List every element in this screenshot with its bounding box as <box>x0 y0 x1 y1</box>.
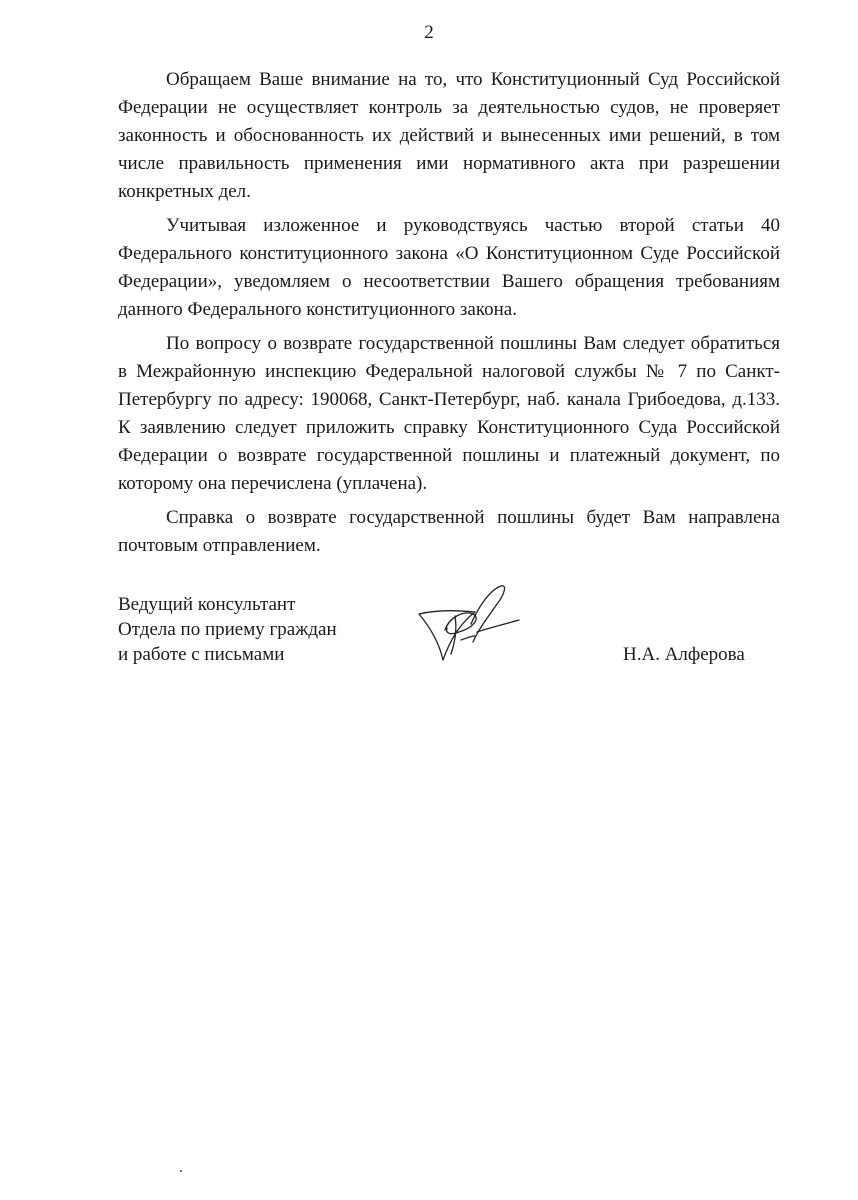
page-number: 2 <box>424 22 434 43</box>
position-line: и работе с письмами <box>118 644 285 665</box>
paragraph-fee-refund-instructions: По вопросу о возврате государственной пошлины Вам следует обратиться в Межрайонную инспекцию Федеральной налоговой службы № 7 по Санкт-Петербургу по адресу: 190068, Санкт-Петербург, наб. канала Грибоедова, д.133. К заявлению следует приложить справку Конституционного Суда Российской Федерации о возврате государственной пошлины и платежный документ, по которому она перечислена (уплачена). <box>118 333 780 494</box>
signatory-position <box>118 592 337 667</box>
handwritten-signature <box>415 580 525 670</box>
signer-name: Н.А. Алферова <box>623 644 745 665</box>
letter-body <box>118 66 780 566</box>
paragraph-refund-certificate: Справка о возврате государственной пошлины будет Вам направлена почтовым отправлением. <box>118 507 780 556</box>
scan-speck <box>180 1170 182 1172</box>
paragraph-non-compliance-notice: Учитывая изложенное и руководствуясь частью второй статьи 40 Федерального конституционного закона «О Конституционном Суде Российской Федерации», уведомляем о несоответствии Вашего обращения требованиям данного Федерального конституционного закона. <box>118 215 780 320</box>
paragraph-court-jurisdiction: Обращаем Ваше внимание на то, что Конституционный Суд Российской Федерации не осуществляет контроль за деятельностью судов, не проверяет законность и обоснованность их действий и вынесенных ими решений, в том числе правильность применения ими нормативного акта при разрешении конкретных дел. <box>118 69 780 202</box>
position-line: Отдела по приему граждан <box>118 619 337 640</box>
position-line: Ведущий консультант <box>118 594 296 615</box>
